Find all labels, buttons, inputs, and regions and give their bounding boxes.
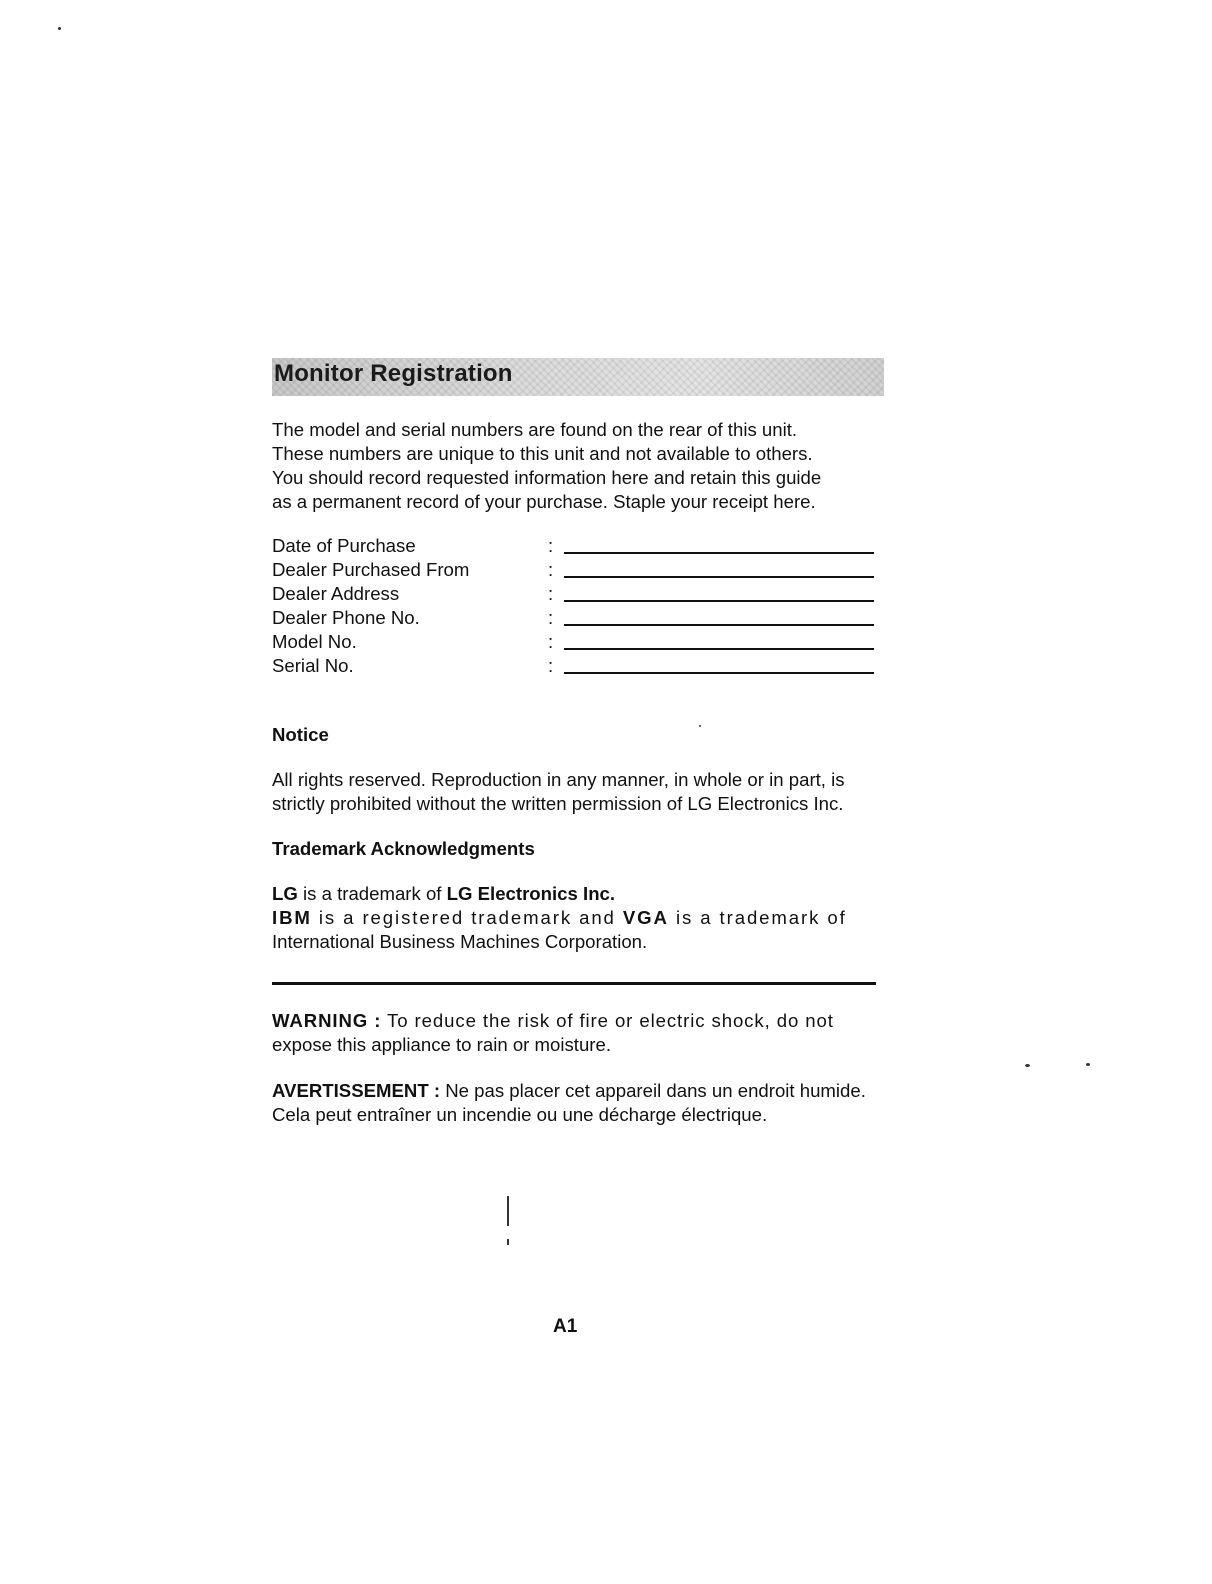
brand-vga: VGA (622, 907, 669, 928)
scan-speck (507, 1196, 509, 1226)
brand-ibm: IBM (272, 907, 312, 928)
intro-line: These numbers are unique to this unit and not available to others. (272, 443, 813, 464)
avertissement-block (272, 1079, 880, 1127)
field-label: Dealer Phone No. (272, 607, 420, 628)
field-colon: : (548, 583, 554, 604)
company-name: LG Electronics Inc. (446, 883, 616, 904)
write-in-line (564, 648, 874, 650)
trademark-text: is a registered trademark and (311, 907, 623, 928)
page-number: A1 (553, 1316, 578, 1337)
field-label: Date of Purchase (272, 535, 416, 556)
section-title-bar (272, 358, 884, 396)
field-label: Model No. (272, 631, 357, 652)
avertissement-line: Cela peut entraîner un incendie ou une décharge électrique. (272, 1104, 768, 1125)
registration-form (272, 534, 880, 678)
write-in-line (564, 576, 874, 578)
intro-line: The model and serial numbers are found on the rear of this unit. (272, 419, 798, 440)
warning-label: WARNING : (272, 1010, 382, 1031)
trademark-line-ibm (272, 906, 880, 930)
write-in-line (564, 552, 874, 554)
intro-line: as a permanent record of your purchase. Staple your receipt here. (272, 491, 816, 512)
trademark-text: is a trademark of (297, 883, 447, 904)
trademark-text: is a trademark of (668, 907, 847, 928)
registration-section (272, 358, 880, 1127)
field-colon: : (548, 535, 554, 556)
section-title: Monitor Registration (274, 360, 513, 387)
field-colon: : (548, 631, 554, 652)
warning-text: To reduce the risk of fire or electric shock, do not (381, 1010, 834, 1031)
warning-line: expose this appliance to rain or moisture. (272, 1034, 611, 1055)
avertissement-text: Ne pas placer cet appareil dans un endroit humide. (440, 1080, 866, 1101)
brand-lg: LG (272, 883, 298, 904)
field-dealer-purchased-from (272, 558, 880, 582)
scan-speck (1025, 1064, 1030, 1067)
scan-speck (1086, 1063, 1090, 1066)
field-model-no (272, 630, 880, 654)
scan-speck (507, 1239, 509, 1245)
scan-speck (58, 27, 61, 30)
field-label: Serial No. (272, 655, 354, 676)
field-dealer-phone (272, 606, 880, 630)
field-label: Dealer Address (272, 583, 400, 604)
warning-line (272, 1009, 880, 1033)
intro-paragraph (272, 418, 880, 514)
write-in-line (564, 600, 874, 602)
write-in-line (564, 624, 874, 626)
avertissement-label: AVERTISSEMENT : (272, 1080, 441, 1101)
notice-body: All rights reserved. Reproduction in any manner, in whole or in part, is strictly prohibited without the written permission of LG Electronics Inc. (272, 769, 845, 814)
field-colon: : (548, 559, 554, 580)
trademark-line-corp: International Business Machines Corporation. (272, 931, 648, 952)
write-in-line (564, 672, 874, 674)
trademark-heading: Trademark Acknowledgments (272, 838, 535, 859)
field-colon: : (548, 607, 554, 628)
section-divider (272, 982, 876, 985)
intro-line: You should record requested information here and retain this guide (272, 467, 822, 488)
scan-speck (699, 725, 701, 727)
field-colon: : (548, 655, 554, 676)
field-dealer-address (272, 582, 880, 606)
trademark-body (272, 882, 880, 954)
field-date-of-purchase (272, 534, 880, 558)
notice-heading: Notice (272, 724, 329, 745)
warning-block (272, 1009, 880, 1057)
avertissement-line (272, 1079, 880, 1103)
field-label: Dealer Purchased From (272, 559, 470, 580)
trademark-line-lg (272, 882, 880, 906)
field-serial-no (272, 654, 880, 678)
